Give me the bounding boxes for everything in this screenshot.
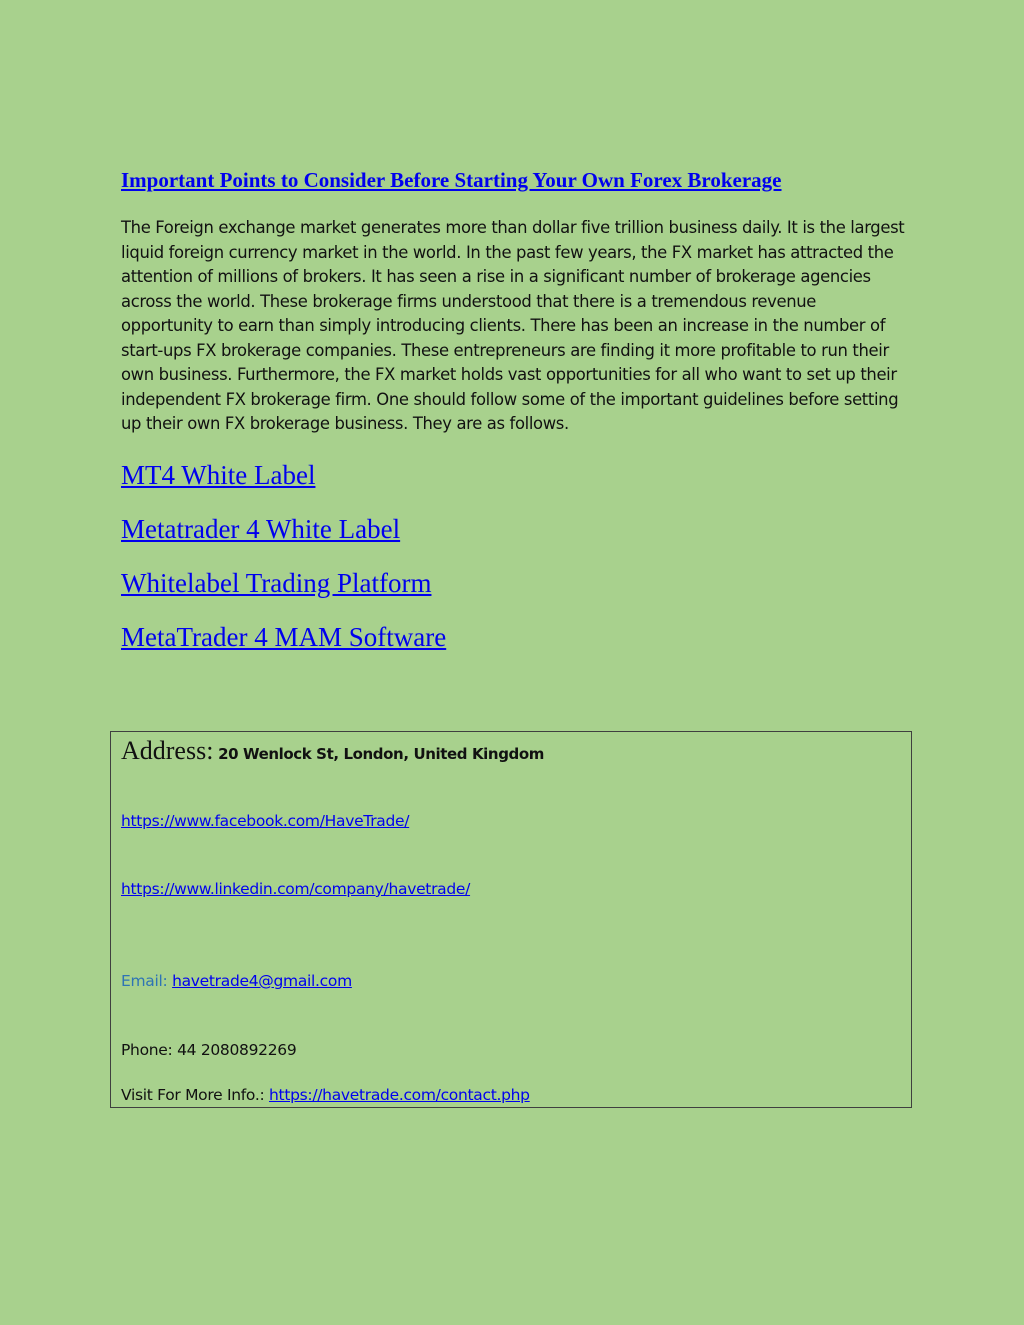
contact-page-link[interactable]: https://havetrade.com/contact.php [269, 1086, 530, 1104]
address-value: 20 Wenlock St, London, United Kingdom [218, 745, 545, 763]
visit-label: Visit For More Info.: [121, 1086, 265, 1104]
facebook-link[interactable]: https://www.facebook.com/HaveTrade/ [121, 812, 410, 830]
email-link[interactable]: havetrade4@gmail.com [172, 972, 352, 990]
address-label: Address: [121, 736, 214, 765]
visit-row [121, 1086, 530, 1104]
contact-info-box [110, 731, 912, 1108]
metatrader-4-white-label-link[interactable]: Metatrader 4 White Label [121, 514, 401, 544]
related-link-item [121, 514, 446, 568]
article-paragraph: The Foreign exchange market generates more than dollar five trillion business daily. It is the largest liquid foreign currency market in the world. In the past few years, the FX market has attracted the attention of millions of brokers. It has seen a rise in a significant number of brokerage agencies across the world. These brokerage firms understood that there is a tremendous revenue opportunity to earn than simply introducing clients. There has been an increase in the number of start-ups FX brokerage companies. These entrepreneurs are finding it more profitable to run their own business. Furthermore, the FX market holds vast opportunities for all who want to set up their independent FX brokerage firm. One should follow some of the important guidelines before setting up their own FX brokerage business. They are as follows. [121, 218, 905, 433]
related-link-item [121, 568, 446, 622]
linkedin-row [121, 880, 470, 898]
email-label: Email: [121, 972, 168, 990]
whitelabel-trading-platform-link[interactable]: Whitelabel Trading Platform [121, 568, 432, 598]
metatrader-4-mam-software-link[interactable]: MetaTrader 4 MAM Software [121, 622, 447, 652]
article-title-link[interactable]: Important Points to Consider Before Starting Your Own Forex Brokerage [121, 168, 782, 192]
mt4-white-label-link[interactable]: MT4 White Label [121, 460, 316, 490]
related-links-list [121, 460, 446, 676]
related-link-item [121, 622, 446, 676]
facebook-row [121, 812, 409, 830]
related-link-item [121, 460, 446, 514]
email-row [121, 972, 352, 990]
phone-row: Phone: 44 2080892269 [121, 1041, 297, 1059]
address-row [121, 736, 544, 766]
linkedin-link[interactable]: https://www.linkedin.com/company/havetrade/ [121, 880, 471, 898]
